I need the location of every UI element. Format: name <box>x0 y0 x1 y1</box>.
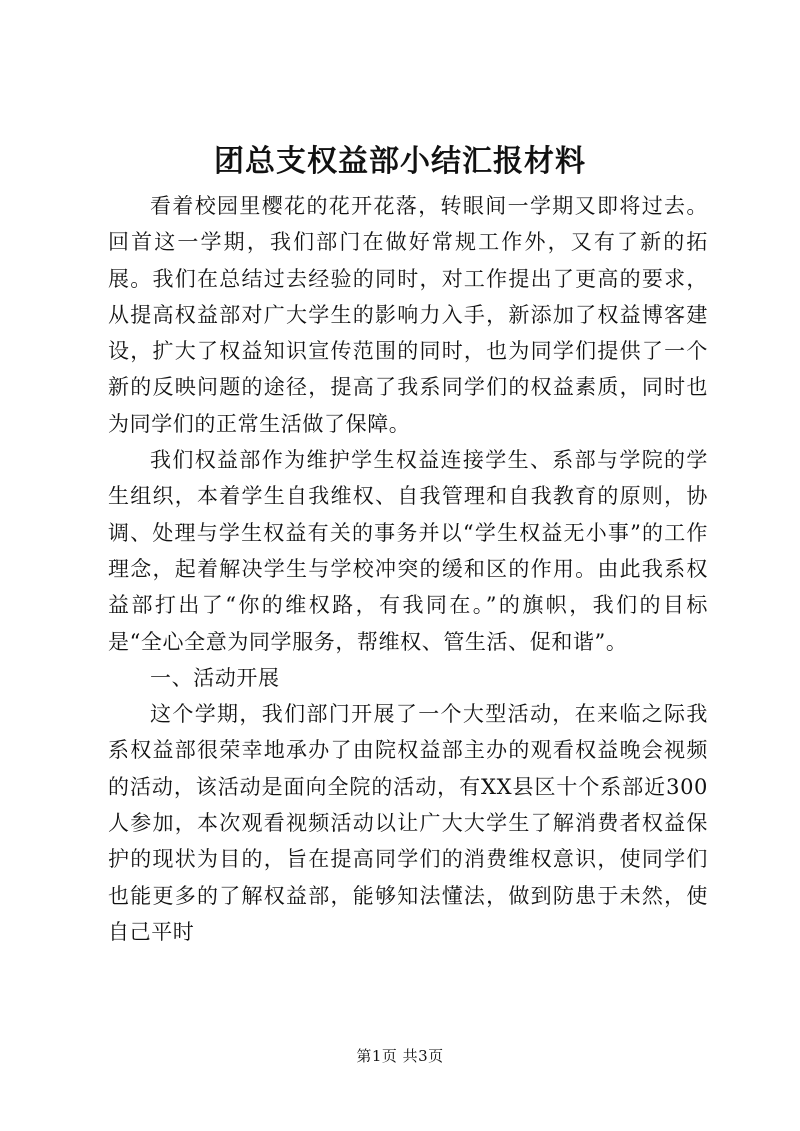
paragraph-intro: 看着校园里樱花的花开花落，转眼间一学期又即将过去。回首这一学期，我们部门在做好常规工作外，又有了新的拓展。我们在总结过去经验的同时，对工作提出了更高的要求，从提高权益部对广大学生的影响力入手，新添加了权益博客建设，扩大了权益知识宣传范围的同时，也为同学们提供了一个新的反映问题的途径，提高了我系同学们的权益素质，同时也为同学们的正常生活做了保障。 <box>108 194 708 436</box>
document-title: 团总支权益部小结汇报材料 <box>214 144 586 179</box>
section-heading-activities: 一、活动开展 <box>150 665 280 690</box>
document-body <box>108 188 708 950</box>
page-number-footer: 第1页 共3页 <box>356 1047 444 1065</box>
paragraph-mission: 我们权益部作为维护学生权益连接学生、系部与学院的学生组织，本着学生自我维权、自我管理和自我教育的原则，协调、处理与学生权益有关的事务并以“学生权益无小事”的工作理念，起着解决学生与学校冲突的缓和区的作用。由此我系权益部打出了“你的维权路，有我同在。”的旗帜，我们的目标是“全心全意为同学服务，帮维权、管生活、促和谐”。 <box>108 448 708 654</box>
paragraph-activities: 这个学期，我们部门开展了一个大型活动，在来临之际我系权益部很荣幸地承办了由院权益部主办的观看权益晚会视频的活动，该活动是面向全院的活动，有XX县区十个系部近300人参加，本次观看视频活动以让广大大学生了解消费者权益保护的现状为目的，旨在提高同学们的消费维权意识，使同学们也能更多的了解权益部，能够知法懂法，做到防患于未然，使自己平时 <box>108 702 708 944</box>
